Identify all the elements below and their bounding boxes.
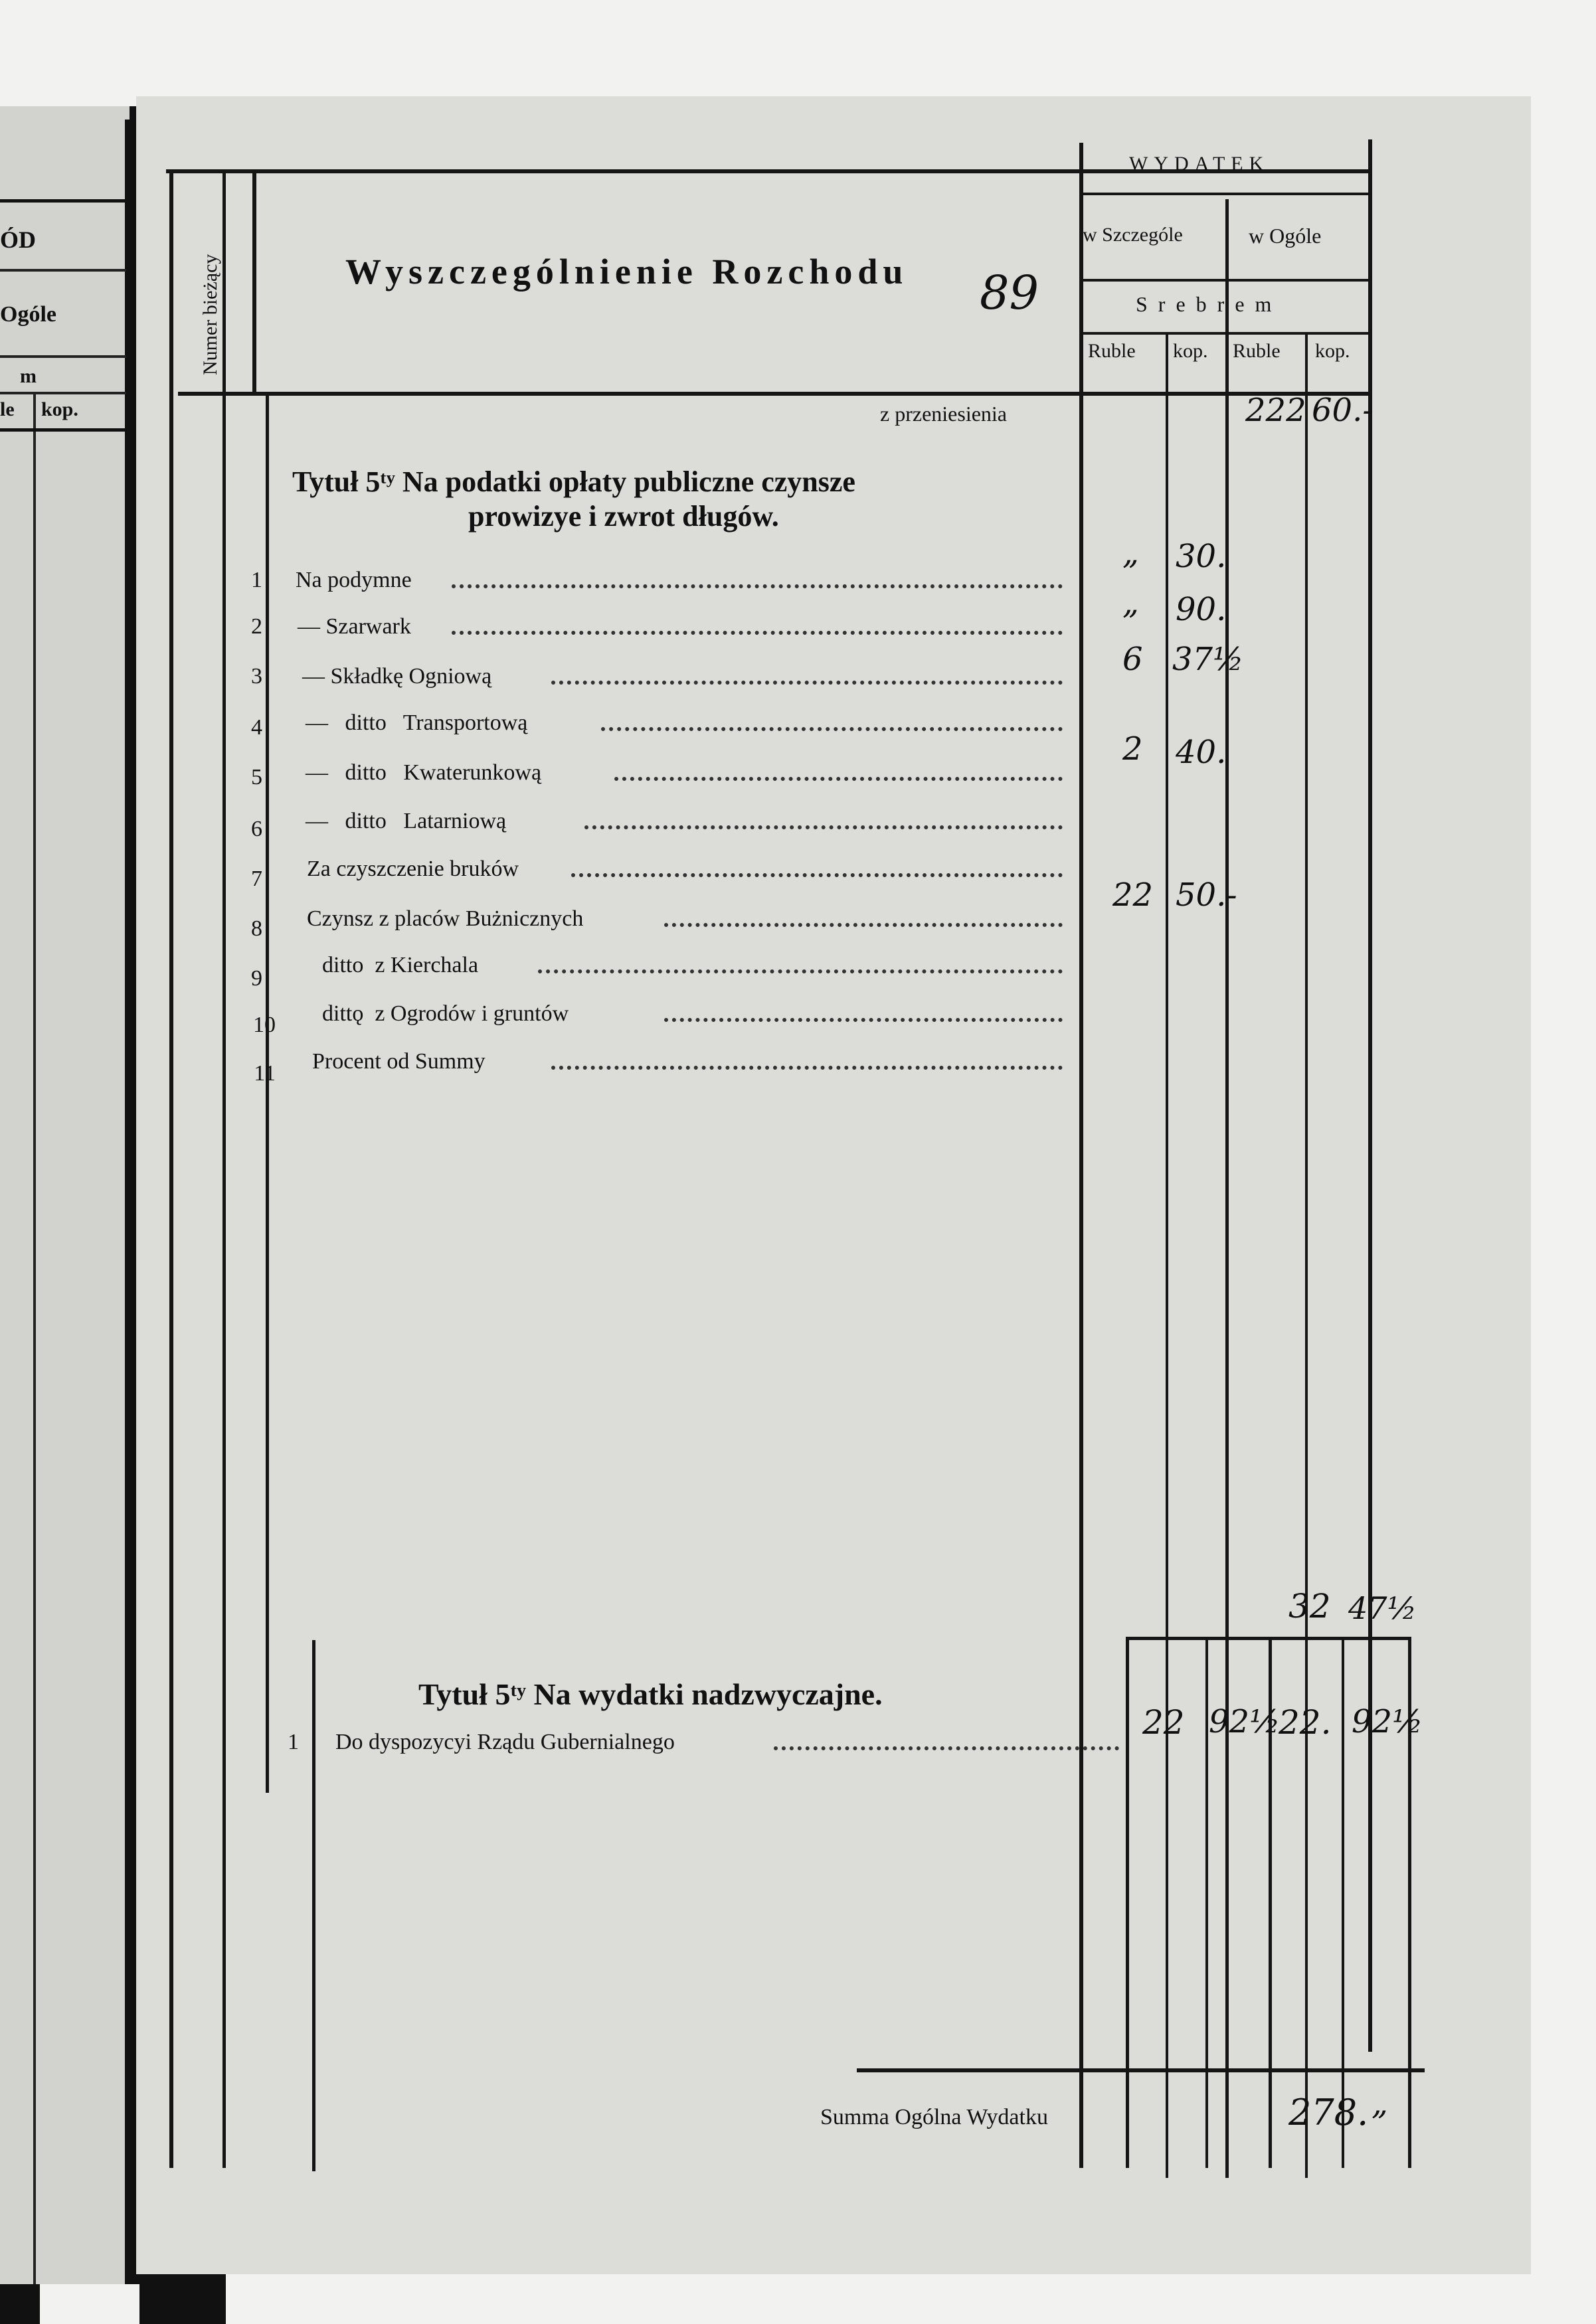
detail-total-rule — [1083, 279, 1368, 282]
row-label: — Składkę Ogniową — [302, 664, 492, 689]
frame-left-rule — [169, 169, 173, 2168]
section1-subtotal-kop: 47½ — [1348, 1590, 1417, 1626]
grand-total-mark: „ — [1372, 2085, 1388, 2122]
page-number: 89 — [980, 266, 1039, 320]
left-page-top-rule — [0, 199, 126, 203]
row-rubles: 22 — [1142, 1703, 1185, 1742]
silver-rule — [1083, 332, 1368, 335]
grand-total-label: Summa Ogólna Wydatku — [820, 2105, 1048, 2129]
row-number: 1 — [288, 1730, 299, 1754]
detail-total-divider — [1225, 199, 1229, 2178]
row-kop: 30. — [1176, 538, 1227, 575]
section1-title-line1: Tytuł 5ᵗʸ Na podatki opłaty publiczne czynsze — [292, 465, 855, 498]
lower-detail-divider — [1205, 1637, 1208, 2168]
leader-dots — [571, 873, 1063, 877]
row-total-kop: 92½ — [1352, 1703, 1423, 1740]
row-rubles: „ — [1122, 584, 1139, 622]
section1-title-line2: prowizye i zwrot długów. — [468, 500, 779, 533]
left-page-col-rubles: le — [0, 398, 15, 420]
header-bottom-rule — [178, 392, 1370, 396]
row-label: Czynsz z placów Bużnicznych — [307, 906, 584, 931]
total-rubles-kop-divider — [1305, 332, 1308, 2178]
leader-dots — [601, 727, 1063, 731]
row-rubles: 22 — [1112, 876, 1154, 914]
leader-dots — [774, 1746, 1119, 1750]
row-label: — ditto Latarniową — [306, 809, 507, 833]
row-number: 9 — [251, 966, 262, 991]
row-kop: 40. — [1176, 734, 1227, 771]
left-page-header-total: Ogóle — [0, 302, 56, 327]
row-label: Na podymne — [296, 568, 412, 592]
left-page-header-silver: m — [20, 365, 37, 387]
row-label: Za czyszczenie bruków — [307, 857, 519, 881]
detail-header: w Szczególe — [1083, 224, 1183, 246]
binding-corner-left — [0, 2284, 40, 2324]
leader-dots — [664, 1018, 1063, 1022]
silver-header: Srebrem — [1136, 292, 1283, 316]
row-number: 6 — [251, 817, 262, 841]
left-page-rule — [0, 355, 126, 358]
row-kop: 37½ — [1172, 641, 1244, 678]
row-number: 10 — [253, 1013, 276, 1037]
row-number: 1 — [251, 568, 262, 592]
row-number-column-rule — [222, 169, 226, 2168]
kop-header-detail: kop. — [1173, 340, 1208, 362]
row-kop: 90. — [1176, 591, 1227, 628]
total-header: w Ogóle — [1249, 224, 1322, 248]
page-title: Wyszczególnienie Rozchodu — [345, 252, 909, 291]
row-rubles: „ — [1122, 535, 1139, 572]
leader-dots — [452, 584, 1063, 588]
lower-amount-left-rule — [1126, 1637, 1129, 2168]
carry-over-rubles: 222 — [1245, 392, 1306, 429]
row-label: — ditto Transportową — [306, 710, 528, 735]
row-number: 8 — [251, 916, 262, 941]
left-page-header-top: ÓD — [0, 226, 36, 253]
leader-dots — [551, 681, 1063, 685]
carry-over-kop: 60.- — [1312, 392, 1374, 429]
label-column-rule — [266, 392, 269, 1793]
header-left-rule — [252, 169, 256, 395]
row-rubles: 6 — [1122, 641, 1143, 678]
expense-label-rule — [1083, 193, 1368, 195]
lower-total-divider — [1342, 1637, 1344, 2168]
row-number: 7 — [251, 867, 262, 891]
grand-total-value: 278. — [1288, 2092, 1369, 2133]
rubles-header-total: Ruble — [1233, 340, 1281, 362]
previous-page-fragment — [0, 106, 143, 2284]
carry-over-label: z przeniesienia — [880, 402, 1007, 426]
left-page-col-kop: kop. — [41, 398, 78, 420]
leader-dots — [452, 631, 1063, 635]
row-label: dittǫ z Ogrodów i gruntów — [322, 1001, 569, 1026]
row-label: — ditto Kwaterunkową — [306, 760, 542, 785]
row-number: 4 — [251, 715, 262, 740]
rubles-header-detail: Ruble — [1088, 340, 1136, 362]
grand-total-rule — [857, 2068, 1425, 2072]
leader-dots — [664, 923, 1063, 927]
row-number: 11 — [254, 1061, 276, 1086]
row-number-column-label: Numer bieżący — [199, 254, 221, 375]
leader-dots — [614, 777, 1063, 781]
amount-columns-left-rule — [1079, 143, 1083, 2168]
leader-dots — [551, 1066, 1063, 1070]
expense-header: WYDATEK — [1129, 153, 1270, 175]
left-page-rule — [0, 269, 126, 272]
row-kop: 50.- — [1176, 876, 1237, 914]
kop-header-total: kop. — [1315, 340, 1350, 362]
label-column-rule-lower — [312, 1640, 315, 2171]
leader-dots — [538, 969, 1063, 973]
row-number: 3 — [251, 664, 262, 689]
leader-dots — [584, 825, 1063, 829]
detail-rubles-kop-divider — [1166, 332, 1168, 2178]
row-kop: 92½ — [1209, 1703, 1281, 1740]
left-page-header-bottom-rule — [0, 428, 126, 432]
section1-subtotal-rubles: 32 — [1288, 1587, 1331, 1625]
row-number: 2 — [251, 614, 262, 639]
row-label: Do dyspozycyi Rządu Gubernialnego — [335, 1730, 675, 1754]
row-number: 5 — [251, 765, 262, 789]
row-label: — Szarwark — [298, 614, 411, 639]
left-page-column-line — [33, 392, 36, 2317]
section2-title: Tytuł 5ᵗʸ Na wydatki nadzwyczajne. — [418, 1677, 883, 1711]
row-label: Procent od Summy — [312, 1049, 486, 1074]
row-total-rubles: 22. — [1279, 1703, 1332, 1742]
row-rubles: 2 — [1122, 730, 1143, 768]
row-label: ditto z Kierchala — [322, 953, 479, 977]
left-page-rule — [0, 392, 126, 394]
